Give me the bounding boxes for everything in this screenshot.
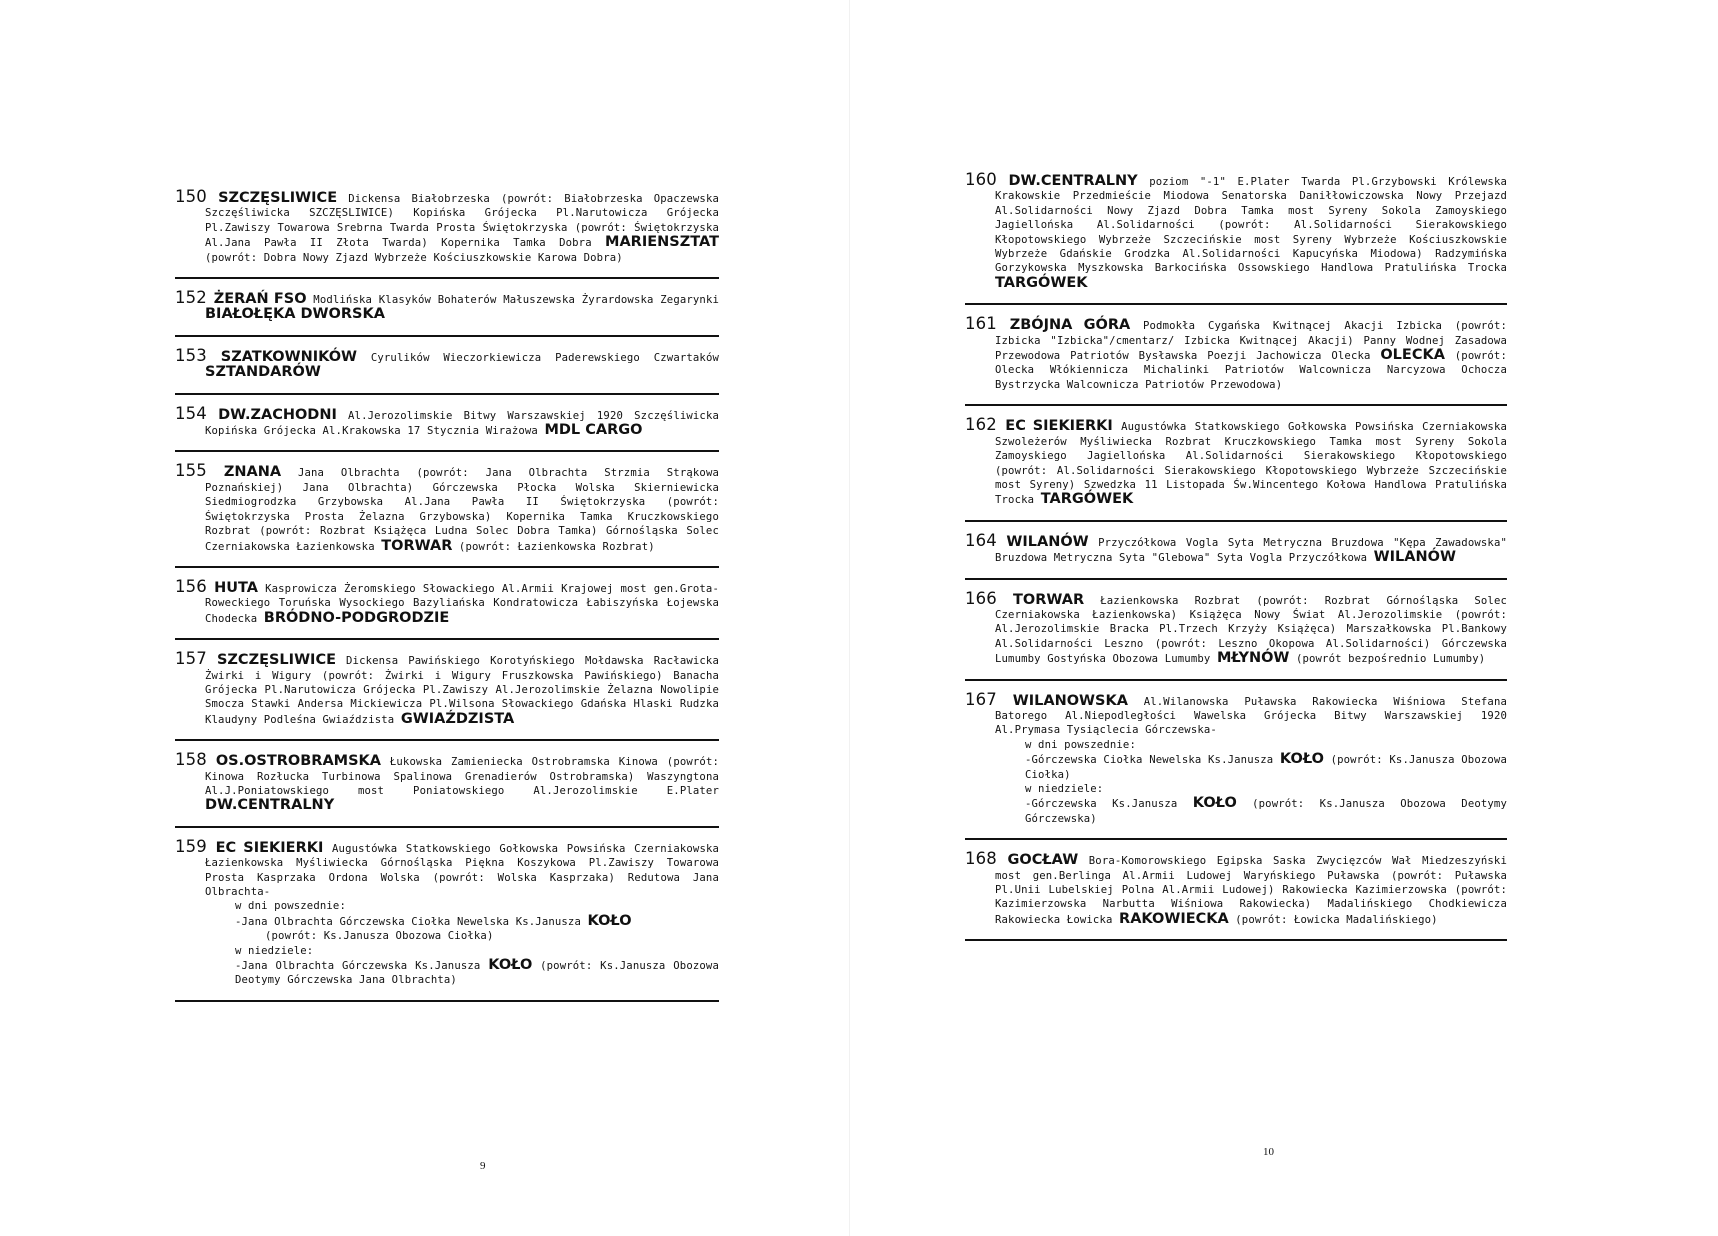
variant-return: (powrót: Ks.Janusza Obozowa Deotymy Górczewska Jana Olbrachta) bbox=[235, 960, 719, 987]
route-destination: RAKOWIECKA bbox=[1119, 910, 1229, 927]
route-number: 167 bbox=[965, 689, 997, 709]
separator bbox=[175, 826, 719, 828]
route-number: 160 bbox=[965, 170, 997, 189]
route-number: 166 bbox=[965, 588, 997, 608]
route-number: 158 bbox=[175, 750, 207, 770]
route-destination: BIAŁOŁĘKA DWORSKA bbox=[205, 306, 385, 323]
route-entry-156 bbox=[175, 576, 719, 626]
route-terminus: SZATKOWNIKÓW bbox=[220, 348, 358, 365]
route-streets: Podmokła Cygańska Kwitnącej Akacji Izbicka (powrót: Izbicka "Izbicka"/cmentarz/ Izbicka Kwitnącej Akacji) Panny Wodnej Zasadowa Przewodowa Patriotów Bysławska Poezji Jachowicza Olecka bbox=[995, 320, 1507, 363]
route-entry-159 bbox=[175, 836, 720, 988]
route-entry-158 bbox=[175, 750, 720, 814]
route-terminus: DW.ZACHODNI bbox=[218, 406, 337, 423]
route-entry-150 bbox=[175, 187, 720, 265]
route-terminus: SZCZĘSLIWICE bbox=[216, 652, 336, 669]
variant-destination: KOŁO bbox=[1192, 795, 1237, 812]
route-entry-160 bbox=[965, 170, 1508, 291]
route-destination: GWIAŹDZISTA bbox=[400, 710, 515, 727]
variant-destination: KOŁO bbox=[1279, 751, 1324, 768]
variant-destination: KOŁO bbox=[587, 912, 632, 929]
route-number: 164 bbox=[965, 530, 997, 550]
separator bbox=[175, 566, 719, 568]
route-terminus: DW.CENTRALNY bbox=[1008, 173, 1138, 189]
route-destination: TARGÓWEK bbox=[1040, 491, 1134, 508]
page-number: 9 bbox=[480, 1160, 486, 1172]
right-route-list bbox=[965, 170, 1508, 953]
route-entry-152 bbox=[175, 288, 720, 323]
route-return: (powrót: Olecka Włókiennicza Michalinki Patriotów Walcownicza Narcyzowa Ochocza Bystrzycka Walcownicza Patriotów Przewodowa) bbox=[995, 350, 1507, 391]
weekday-label: w dni powszednie: bbox=[1025, 738, 1136, 751]
weekday-variant bbox=[995, 752, 1507, 782]
variant-streets: -Jana Olbrachta Górczewska Ks.Janusza bbox=[235, 960, 481, 973]
separator bbox=[175, 450, 719, 452]
route-return: (powrót: Dobra Nowy Zjazd Wybrzeże Kościuszkowskie Karowa Dobra) bbox=[205, 251, 623, 264]
route-terminus: ŻERAŃ FSO bbox=[213, 291, 307, 308]
route-destination: OLECKA bbox=[1380, 347, 1445, 364]
route-return: (powrót: Łazienkowska Rozbrat) bbox=[458, 540, 655, 553]
route-return: (powrót: Łowicka Madalińskiego) bbox=[1235, 913, 1438, 926]
route-streets: Przyczółkowa Vogla Syta Metryczna Bruzdowa "Kępa Zawadowska" Bruzdowa Metryczna Syta "Glebowa" Syta Vogla Przyczółkowa bbox=[995, 536, 1507, 565]
separator bbox=[965, 838, 1507, 840]
route-number: 152 bbox=[175, 288, 207, 308]
sunday-label: w niedziele: bbox=[1025, 783, 1104, 795]
separator bbox=[175, 277, 719, 279]
route-destination: TARGÓWEK bbox=[995, 274, 1088, 291]
separator bbox=[965, 520, 1507, 522]
route-streets: poziom "-1" E.Plater Twarda Pl.Grzybowski Królewska Krakowskie Przedmieście Miodowa Senatorska Daniłłowiczowska Nowy Przejazd Al.Solidarności Nowy Zjazd Dobra Tamka most Syreny Sokola Zamoyskiego Jagiellońska Al.Solidarności (powrót: Al.Solidarności Sierakowskiego Kłopotowskiego Wybrzeże Szczecińskie most Syreny Wybrzeże Kościuszkowskie Wybrzeże Gdańskie Grodzka Al.Solidarności Kapucyńska Miodowa) Radzymińska Gorzykowska Myszkowska Barkocińska Ossowskiego Handlowa Pratulińska Trocka bbox=[995, 176, 1508, 275]
route-entry-154 bbox=[175, 403, 720, 439]
route-terminus: WILANÓW bbox=[1006, 533, 1089, 550]
route-destination: MDL CARGO bbox=[544, 422, 643, 439]
variant-return: (powrót: Ks.Janusza Obozowa Deotymy Górczewska) bbox=[1025, 798, 1507, 825]
route-destination: MARIENSZTAT bbox=[605, 234, 719, 251]
route-number: 156 bbox=[175, 576, 207, 596]
separator bbox=[175, 335, 719, 337]
separator bbox=[175, 1000, 719, 1002]
route-destination: MŁYNÓW bbox=[1216, 650, 1290, 667]
route-destination: BRÓDNO-PODGRODZIE bbox=[263, 609, 450, 626]
variant-destination: KOŁO bbox=[488, 957, 533, 974]
route-entry-166 bbox=[965, 588, 1507, 667]
route-streets: Augustówka Statkowskiego Gołkowska Powsińska Czerniakowska Szwoleżerów Myśliwiecka Rozbrat Kruczkowskiego Tamka most Syreny Sokola Zamoyskiego Jagiellońska Al.Solidarności Sierakowskiego Kłopotowskiego (powrót: Al.Solidarności Sierakowskiego Kłopotowskiego Wybrzeże Szczecińskie most Syreny) Szwedzka 11 Listopada Św.Wincentego Kołowa Handlowa Pratulińska Trocka bbox=[995, 421, 1507, 507]
route-terminus: WILANOWSKA bbox=[1012, 692, 1128, 709]
route-return: (powrót bezpośrednio Lumumby) bbox=[1295, 653, 1486, 666]
route-number: 154 bbox=[175, 403, 207, 423]
route-terminus: EC SIEKIERKI bbox=[215, 839, 324, 856]
route-number: 157 bbox=[175, 649, 207, 669]
variant-return: (powrót: Ks.Janusza Obozowa Ciołka) bbox=[265, 930, 494, 943]
route-streets: Augustówka Statkowskiego Gołkowska Powsińska Czerniakowska Łazienkowska Myśliwiecka Górnośląska Piękna Koszykowa Pl.Zawiszy Towarowa Prosta Kasprzaka Ordona Wolska (powrót: Wolska Kasprzaka) Redutowa Jana Olbrachta- bbox=[205, 842, 720, 898]
weekday-label: w dni powszednie: bbox=[235, 900, 346, 913]
route-entry-153 bbox=[175, 345, 720, 381]
route-streets: Dickensa Białobrzeska (powrót: Białobrzeska Opaczewska Szczęśliwicka SZCZĘSLIWICE) Kopińska Grójecka Pl.Narutowicza Grójecka Pl.Zawiszy Towarowa Srebrna Twarda Prosta Świętokrzyska (powrót: Świętokrzyska Al.Jana Pawła II Złota Twarda) Kopernika Tamka Dobra bbox=[205, 193, 720, 250]
route-number: 159 bbox=[175, 836, 207, 856]
route-entry-168 bbox=[965, 849, 1507, 927]
route-entry-167 bbox=[965, 689, 1508, 827]
left-route-list bbox=[175, 187, 720, 1014]
route-terminus: ZBÓJNA GÓRA bbox=[1009, 317, 1131, 334]
route-streets: Dickensa Pawińskiego Korotyńskiego Mołdawska Racławicka Żwirki i Wigury (powrót: Żwirki i Wigury Fruszkowska Pawińskiego) Banacha Grójecka Pl.Narutowicza Grójecka Pl.Zawiszy Al.Jerozolimskie Żelazna Nowolipie Smocza Stawki Andersa Mickiewicza Pl.Wilsona Słowackiego Gdańska Hlaski Rudzka Klaudyny Podleśna Gwiaździsta bbox=[205, 655, 719, 726]
separator bbox=[965, 679, 1507, 681]
route-streets: Al.Jerozolimskie Bitwy Warszawskiej 1920 Szczęśliwicka Kopińska Grójecka Al.Krakowska 17 Stycznia Wirażowa bbox=[205, 409, 720, 438]
separator bbox=[965, 939, 1507, 941]
route-terminus: SZCZĘSLIWICE bbox=[218, 190, 338, 206]
route-entry-161 bbox=[965, 314, 1507, 392]
route-streets: Al.Wilanowska Puławska Rakowiecka Wiśniowa Stefana Batorego Al.Niepodległości Wawelska Grójecka Bitwy Warszawskiej 1920 Al.Prymasa Tysiąclecia Górczewska- bbox=[995, 695, 1508, 737]
sunday-variant bbox=[205, 958, 719, 988]
route-number: 153 bbox=[175, 345, 207, 365]
weekday-variant bbox=[205, 914, 719, 944]
variant-streets: -Górczewska Ks.Janusza bbox=[1025, 798, 1178, 811]
route-streets: Kasprowicza Żeromskiego Słowackiego Al.Armii Krajowej most gen.Grota-Roweckiego Toruńska Wysockiego Bazyliańska Kondratowicza Łabiszyńska Łojewska Chodecka bbox=[205, 582, 719, 625]
route-destination: TORWAR bbox=[381, 537, 453, 554]
route-number: 155 bbox=[175, 461, 207, 481]
route-number: 161 bbox=[965, 314, 997, 334]
route-number: 162 bbox=[965, 415, 997, 435]
route-entry-157 bbox=[175, 649, 719, 727]
variant-streets: -Górczewska Ciołka Newelska Ks.Janusza bbox=[1025, 754, 1274, 767]
route-streets: Jana Olbrachta (powrót: Jana Olbrachta Strzmia Strąkowa Poznańskiej) Jana Olbrachta) Górczewska Płocka Wolska Skierniewicka Siedmiogrodzka Grzybowska Al.Jana Pawła II Świętokrzyska (powrót: Świętokrzyska Prosta Żelazna Grzybowska) Kopernika Tamka Kruczkowskiego Rozbrat (powrót: Rozbrat Książęca Ludna Solec Dobra Tamka) Górnośląska Solec Czerniakowska Łazienkowska bbox=[205, 467, 720, 553]
route-entry-155 bbox=[175, 461, 720, 554]
route-destination: DW.CENTRALNY bbox=[205, 797, 335, 814]
separator bbox=[175, 638, 719, 640]
separator bbox=[175, 393, 719, 395]
route-number: 150 bbox=[175, 187, 207, 206]
right-page bbox=[850, 0, 1718, 1236]
page-number: 10 bbox=[1263, 1146, 1274, 1158]
separator bbox=[965, 578, 1507, 580]
route-terminus: OS.OSTROBRAMSKA bbox=[215, 753, 382, 770]
route-streets: Bora-Komorowskiego Egipska Saska Zwycięzców Wał Miedzeszyński most gen.Berlinga Al.Armii Ludowej Waryńskiego Puławska (powrót: Puławska Pl.Unii Lubelskiej Polna Al.Armii Ludowej) Rakowiecka Kazimierzowska (powrót: Kazimierzowska Narbutta Wiśniowa Rakowiecka) Madalińskiego Chodkiewicza Rakowiecka Łowicka bbox=[995, 855, 1507, 926]
route-terminus: EC SIEKIERKI bbox=[1005, 418, 1113, 435]
route-entry-164 bbox=[965, 530, 1507, 566]
separator bbox=[965, 303, 1507, 305]
route-number: 168 bbox=[965, 849, 997, 869]
route-streets: Łukowska Zamieniecka Ostrobramska Kinowa (powrót: Kinowa Rozłucka Turbinowa Spalinowa Grenadierów Ostrobramska) Waszyngtona Al.J.Poniatowskiego most Poniatowskiego Al.Jerozolimskie E.Plater bbox=[205, 756, 720, 797]
route-streets: Modlińska Klasyków Bohaterów Małuszewska Żyrardowska Zegarynki bbox=[313, 294, 720, 307]
left-page bbox=[0, 0, 850, 1236]
route-terminus: GOCŁAW bbox=[1007, 852, 1079, 869]
route-terminus: TORWAR bbox=[1013, 591, 1085, 608]
variant-return: (powrót: Ks.Janusza Obozowa Ciołka) bbox=[1025, 754, 1507, 781]
separator bbox=[175, 739, 719, 741]
route-streets: Łazienkowska Rozbrat (powrót: Rozbrat Górnośląska Solec Czerniakowska Łazienkowska) Książęca Nowy Świat Al.Jerozolimskie (powrót: Al.Jerozolimskie Bracka Pl.Trzech Krzyży Książęca) Marszałkowska Pl.Bankowy Al.Solidarności Leszno (powrót: Leszno Okopowa Al.Solidarności) Górczewska Lumumby Gostyńska Obozowa Lumumby bbox=[995, 594, 1507, 666]
variant-streets: -Jana Olbrachta Górczewska Ciołka Newelska Ks.Janusza bbox=[235, 915, 581, 928]
route-entry-162 bbox=[965, 415, 1507, 508]
sunday-variant bbox=[995, 796, 1507, 826]
route-terminus: HUTA bbox=[214, 579, 258, 596]
route-destination: SZTANDARÓW bbox=[205, 364, 321, 381]
route-destination: WILANÓW bbox=[1373, 549, 1456, 566]
separator bbox=[965, 404, 1507, 406]
route-streets: Cyrulików Wieczorkiewicza Paderewskiego Czwartaków bbox=[370, 351, 720, 364]
sunday-label: w niedziele: bbox=[235, 944, 314, 957]
route-terminus: ZNANA bbox=[223, 464, 282, 481]
